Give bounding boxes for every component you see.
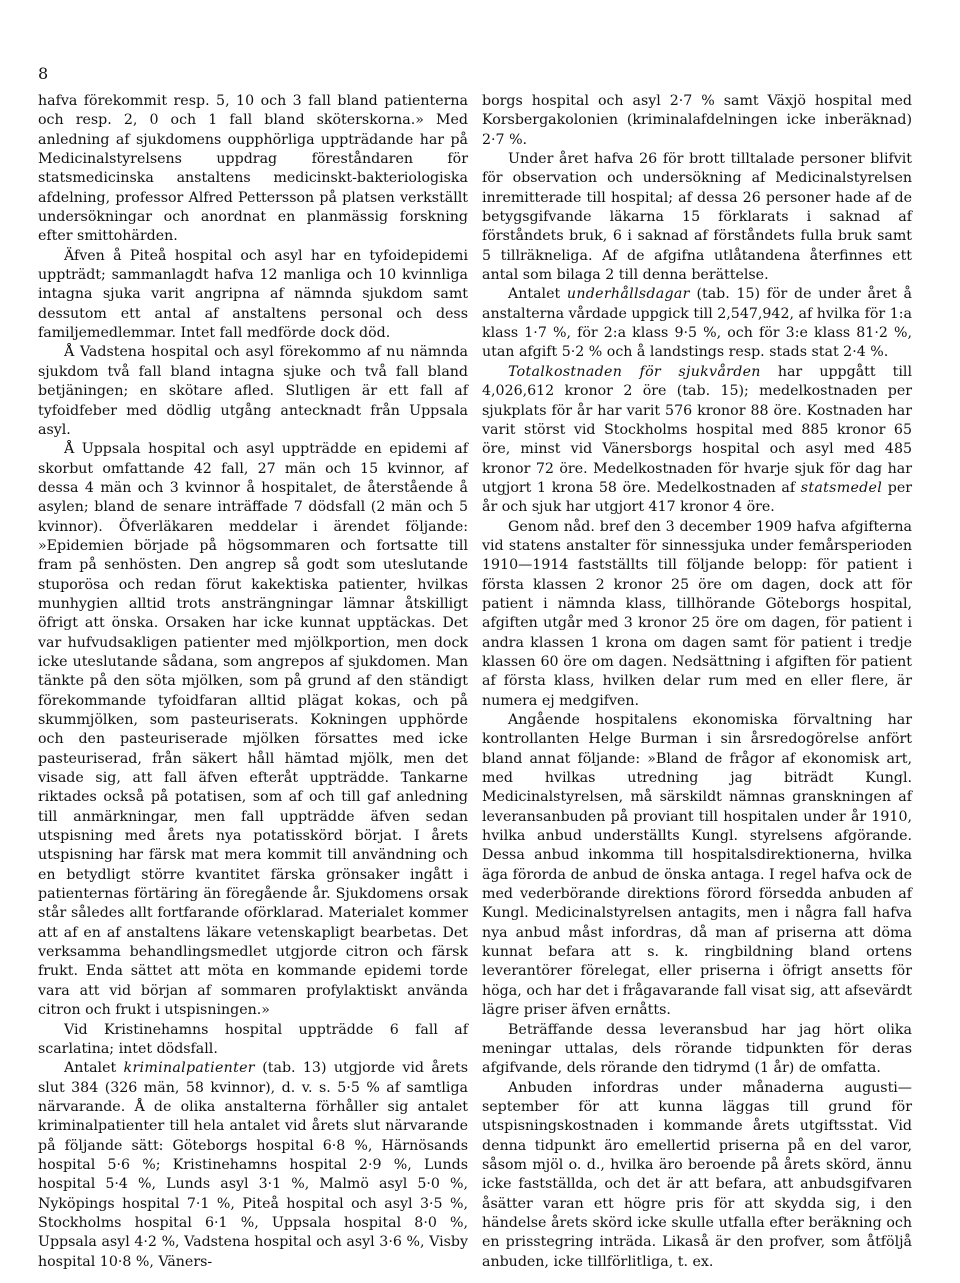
paragraph — [482, 518, 912, 711]
text-run: Beträffande dessa leveransbud har jag hört olika meningar uttalas, dels rörande tidpunkten för deras afgifvande, dels rörande den tidrymd (1 år) de omfatta. — [482, 1021, 912, 1077]
paragraph — [482, 363, 912, 518]
emphasized-text: underhållsdagar — [566, 286, 690, 303]
text-run: har uppgått till 4,026,612 kronor 2 öre (tab. 15); medelkostnaden per sjukplats för år har varit 576 kronor 88 öre. Kostnaden har varit störst vid Stockholms hospital med 885 kronor 65 öre, minst vid Vänersborgs hospital och asyl med 485 kronor 72 öre. Medelkostnaden för hvarje sjuk för dag har utgjort 1 krona 58 öre. Medelkostnaden af — [482, 363, 912, 496]
paragraph — [482, 1079, 912, 1272]
text-run: hafva förekommit resp. 5, 10 och 3 fall bland patienterna och resp. 2, 0 och 1 fall bland sköterskorna.» Med anledning af sjukdomens oupphörliga uppträdande har på Medicinalstyrelsens uppdrag föreståndaren för statsmedicinska anstaltens medicinskt-bakteriologiska afdelning, professor Alfred Pettersson på platsen verkställt undersökningar och anordnat en planmässig forskning efter smittohärden. — [38, 93, 468, 245]
text-run: Å Uppsala hospital och asyl uppträdde en epidemi af skorbut omfattande 42 fall, 27 män och 15 kvinnor, af dessa 4 män och 3 kvinnor å hospitalet, de återstående å asylen; bland de senare inträffade 7 dödsfall (2 män och 5 kvinnor). Öfverläkaren meddelar i ärendet följande: »Epidemien började på högsommaren och fortsatte till fram på senhösten. Den angrep så godt som uteslutande stuporösa och redan förut kakektiska patienter, hvilkas munhygien alltid trots ansträngningar lämnar åtskilligt öfrigt att önska. Orsaken har icke kunnat upptäckas. Det var hufvudsakligen patienter med mjölkportion, men dock icke uteslutande sådana, som angrepos af sjukdomen. Man tänkte på den söta mjölken, som på grund af den ständigt förekommande tyfoidfaran alltid plägat kokas, och på skummjölken, som pasteuriserats. Kokningen upphörde och den pasteuriserade mjölken försattes med icke pasteuriserad, från säkert håll hämtad mjölk, men det visade sig, att fall äfven efteråt uppträdde. Tankarne riktades också på potatisen, som af och till gaf anledning till anmärkningar, men fall uppträdde äfven sedan utspisning med årets nya potatisskörd börjat. I årets utspisning har färsk mat mera kommit till användning och en betydligt större kvantitet färska grönsaker ingått i patienternas förtäring än föregående år. Sjukdomens orsak står således allt fortfarande oförklarad. Materialet kommer att af en af anstaltens läkare vetenskapligt bearbetas. Det verksamma behandlingsmedlet utgjorde citron och färsk frukt. Enda sättet att möta en kommande epidemi torde vara att vid början af sommaren profylaktiskt använda citron och frukt i utspisningen.» — [38, 441, 468, 1019]
paragraph — [38, 440, 468, 1020]
emphasized-text: kriminalpatienter — [123, 1060, 255, 1077]
paragraph — [482, 711, 912, 1021]
text-run: (tab. 15) för de under året å anstalterna vårdade uppgick till 2,547,942, af hvilka för 1:a klass 1·7 %, för 2:a klass 9·5 %, och för 3:e klass 81·2 %, utan afgift 5·2 % och å landstings resp. stads stat 2·4 %. — [482, 286, 912, 361]
paragraph — [482, 1021, 912, 1079]
paragraph — [38, 247, 468, 344]
text-run: Angående hospitalens ekonomiska förvaltning har kontrollanten Helge Burman i sin årsredogörelse anfört bland annat följande: »Bland de frågor af ekonomisk art, med hvilkas utredning jag biträdt Kungl. Medicinalstyrelsen, må särskildt nämnas granskningen af leveransanbuden på proviant till hospitalen under år 1910, hvilka anbud underställts Kungl. styrelsens afgörande. Dessa anbud inkomma till hospitalsdirektionerna, hvilka äga förorda de anbud de önska antaga. I regel hafva ock de med vederbörande direktions förord försedda anbuden af Kungl. Medicinalstyrelsen antagits, men i några fall hafva nya anbud måst infordras, då man af priserna att döma kunnat befara att s. k. ringbildning bland ortens leverantörer förelegat, eller priserna i öfrigt ansetts för höga, och har det i frågavarande fall visat sig, att afsevärdt lägre priser äfven ernåtts. — [482, 712, 912, 1019]
left-column — [38, 92, 468, 1272]
right-column — [482, 92, 912, 1272]
page-number: 8 — [38, 64, 49, 83]
text-run: (tab. 13) utgjorde vid årets slut 384 (326 män, 58 kvinnor), d. v. s. 5·5 % af samtliga närvarande. Å de olika anstalterna förhåller sig antalet kriminalpatienter till hela antalet vid årets slut närvarande på följande sätt: Göteborgs hospital 6·8 %, Härnösands hospital 5·6 %; Kristinehamns hospital 2·9 %, Lunds hospital 5·4 %, Lunds asyl 3·1 %, Malmö asyl 5·0 %, Nyköpings hospital 7·1 %, Piteå hospital och asyl 3·5 %, Stockholms hospital 6·1 %, Uppsala hospital 8·0 %, Uppsala asyl 4·2 %, Vadstena hospital och asyl 3·6 %, Visby hospital 10·8 %, Väners- — [38, 1060, 468, 1270]
text-run: Vid Kristinehamns hospital uppträdde 6 fall af scarlatina; intet dödsfall. — [38, 1021, 468, 1057]
text-run: Anbuden infordras under månaderna augusti—september för att kunna läggas till grund för utspisningskostnaden i kommande årets utgiftsstat. Vid denna tidpunkt äro emellertid priserna på en del varor, såsom mjöl o. d., hvilka äro beroende på årets skörd, ännu icke fastställda, och det är att befara, att anbudsgifvaren åsätter varan ett högre pris för att skydda sig, i den händelse årets skörd icke skulle utfalla efter beräkning och en prisstegring inträda. Likaså är den profver, som åtföljå anbuden, icke tillförlitliga, t. ex. — [482, 1079, 912, 1270]
paragraph — [38, 1059, 468, 1272]
text-run: Genom nåd. bref den 3 december 1909 hafva afgifterna vid statens anstalter för sinnessjuka under femårsperioden 1910—1914 fastställts till följande belopp: för patient i första klassen 2 kronor 25 öre om dagen, dock att för patient i nämnda klass, tillhörande Göteborgs hospital, afgiften utgår med 3 kronor 25 öre om dagen, för patient i andra klassen 1 krona om dagen samt för patient i tredje klassen 60 öre om dagen. Nedsättning i afgiften för patient af första klass, hvilken delar rum med en eller flere, är numera ej medgifven. — [482, 518, 912, 709]
paragraph — [482, 150, 912, 285]
text-run: Under året hafva 26 för brott tilltalade personer blifvit för observation och undersökning af Medicinalstyrelsen inremitterade till hospital; af dessa 26 personer hade af de betygsgifvande läkarna 15 förklarats i saknad af förståndets bruk, 6 i saknad af förståndets fulla bruk samt 5 tillräkneliga. Af de afgifna utlåtandena återfinnes ett antal som bilaga 2 till denna berättelse. — [482, 151, 912, 284]
emphasized-text: statsmedel — [800, 479, 883, 496]
paragraph — [38, 92, 468, 247]
paragraph — [482, 92, 912, 150]
text-run: Antalet — [508, 286, 567, 303]
emphasized-text: Totalkostnaden för sjukvården — [508, 363, 761, 380]
text-run: Äfven å Piteå hospital och asyl har en tyfoidepidemi uppträdt; sammanlagdt hafva 12 manliga och 10 kvinnliga intagna sjuka varit angripna af nämnda sjukdom samt dessutom ett antal af anstaltens personal och dess familjemedlemmar. Intet fall medförde dock död. — [38, 247, 468, 342]
paragraph — [482, 285, 912, 362]
text-run: borgs hospital och asyl 2·7 % samt Växjö hospital med Korsbergakolonien (kriminalafdelningen icke inberäknad) 2·7 %. — [482, 93, 912, 148]
text-run: Antalet — [64, 1060, 124, 1077]
paragraph — [38, 1021, 468, 1060]
text-run: Å Vadstena hospital och asyl förekommo af nu nämnda sjukdom två fall bland intagna sjuke och två fall bland betjäningen; en skötare afled. Slutligen är ett fall af tyfoidfeber med dödlig utgång antecknadt från Uppsala asyl. — [38, 344, 468, 438]
paragraph — [38, 343, 468, 440]
text-run: per år och sjuk har utgjort 417 kronor 4 öre. — [482, 479, 912, 516]
